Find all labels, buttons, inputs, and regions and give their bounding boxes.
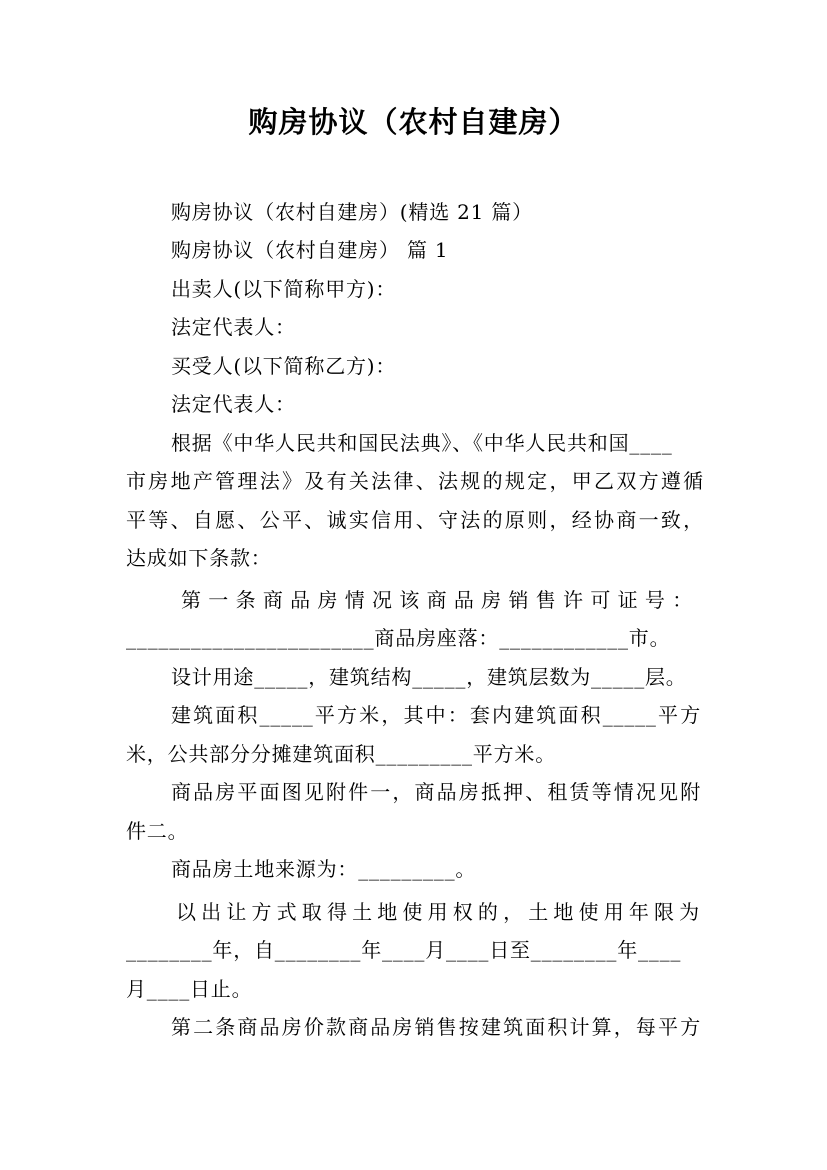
text-line: 市房地产管理法》及有关法律、法规的规定，甲乙双方遵循 <box>126 469 704 493</box>
text-line: 出卖人(以下简称甲方)： <box>171 277 397 301</box>
text-line: 达成如下条款： <box>126 546 272 570</box>
text-line: 平等、自愿、公平、诚实信用、守法的原则，经协商一致， <box>126 508 704 532</box>
text-line: 件二。 <box>126 819 189 843</box>
text-line: 购房协议（农村自建房）(精选 21 篇） <box>171 200 533 224</box>
text-line: 买受人(以下简称乙方)： <box>171 354 397 378</box>
text-line: 以出让方式取得土地使用权的，土地使用年限为 <box>176 900 700 924</box>
text-line: 购房协议（农村自建房） 篇 1 <box>171 238 449 262</box>
text-line: 第二条商品房价款商品房销售按建筑面积计算，每平方 <box>171 1015 701 1039</box>
text-line: 米，公共部分分摊建筑面积_________平方米。 <box>126 742 556 766</box>
document-title: 购房协议（农村自建房） <box>248 105 579 139</box>
text-line: 月____日止。 <box>126 977 253 1001</box>
text-line: 法定代表人： <box>171 315 296 339</box>
text-line: 第一条商品房情况该商品房销售许可证号： <box>181 588 693 612</box>
text-line: 建筑面积_____平方米，其中：套内建筑面积_____平方 <box>171 703 701 727</box>
text-line: 商品房土地来源为：_________。 <box>171 857 477 881</box>
text-line: 法定代表人： <box>171 392 296 416</box>
text-line: 设计用途_____，建筑结构_____，建筑层数为_____层。 <box>171 665 687 689</box>
text-line: _______________________商品房座落：____________市。 <box>126 626 671 650</box>
text-line: 商品房平面图见附件一，商品房抵押、租赁等情况见附 <box>171 780 701 804</box>
text-line: ________年，自________年____月____日至________年____ <box>126 938 682 962</box>
text-line: 根据《中华人民共和国民法典》、《中华人民共和国____ <box>171 431 673 455</box>
